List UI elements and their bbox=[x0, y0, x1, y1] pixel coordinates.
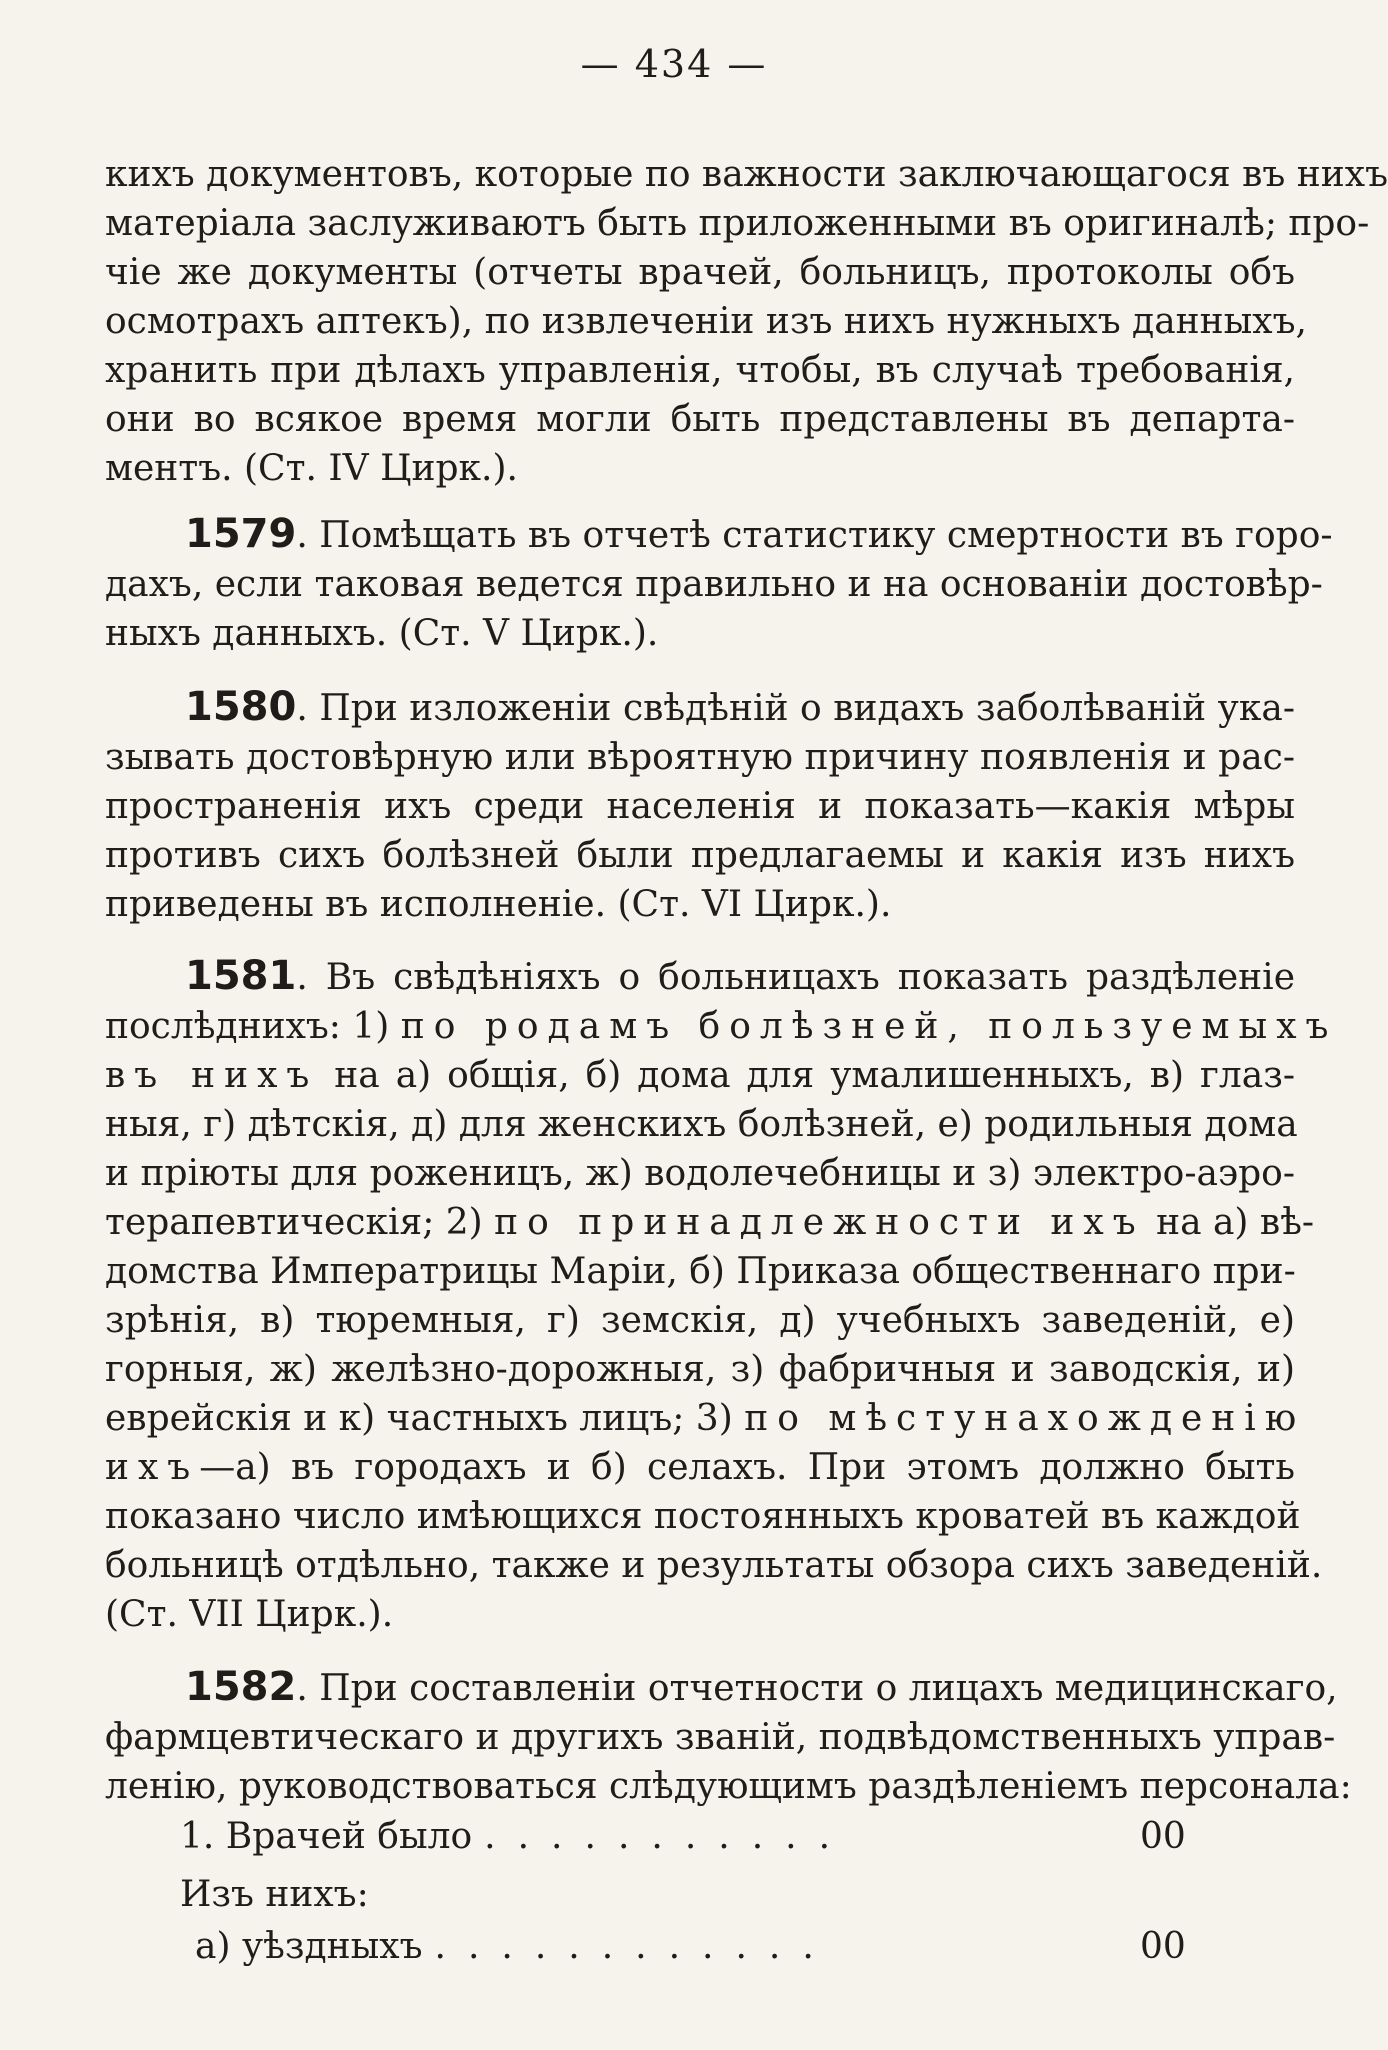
text-line: домства Императрицы Маріи, б) Приказа общественнаго при- bbox=[105, 1251, 1296, 1292]
article-text: . При составленіи отчетности о лицахъ медицинскаго, bbox=[296, 1668, 1338, 1709]
list-label: а) уѣздныхъ bbox=[195, 1926, 423, 1967]
dot-leader: ........... bbox=[484, 1816, 853, 1857]
list-label: 1. Врачей было bbox=[180, 1816, 473, 1857]
article-text: . Въ свѣдѣніяхъ о больницахъ показать раздѣленіе bbox=[296, 957, 1295, 998]
text-line: приведены въ исполненіе. (Ст. VI Цирк.). bbox=[105, 884, 892, 925]
text-line: кихъ документовъ, которые по важности заключающагося въ нихъ bbox=[105, 154, 1388, 195]
article-1581 bbox=[105, 952, 1338, 1639]
spaced-emphasis: ихъ bbox=[105, 1447, 200, 1488]
text-line: пространенія ихъ среди населенія и показать—какія мѣры bbox=[105, 786, 1295, 827]
page-number: — 434 — bbox=[580, 42, 768, 86]
intro-paragraph bbox=[105, 150, 1388, 493]
article-text: . Помѣщать въ отчетѣ статистику смертности въ горо- bbox=[296, 515, 1333, 556]
list-heading: Изъ нихъ: bbox=[180, 1874, 369, 1915]
spaced-emphasis: по мѣстунахожденію bbox=[744, 1398, 1306, 1439]
list-row bbox=[195, 1922, 1295, 1971]
text-line: ленію, руководствоваться слѣдующимъ раздѣленіемъ персонала: bbox=[105, 1766, 1352, 1807]
text-line: въ нихъ на а) общія, б) дома для умалишенныхъ, в) глаз- bbox=[105, 1055, 1296, 1096]
text-line: терапевтическія; 2) по принадлежности ихъ на а) вѣ- bbox=[105, 1202, 1315, 1243]
list-value: 00 bbox=[1140, 1926, 1186, 1967]
text-line: дахъ, если таковая ведется правильно и на основаніи достовѣр- bbox=[105, 564, 1323, 605]
article-number: 1582 bbox=[185, 1664, 297, 1710]
text-line: больницѣ отдѣльно, также и результаты обзора сихъ заведеній. bbox=[105, 1545, 1323, 1586]
list-row bbox=[180, 1812, 1280, 1861]
text-line: противъ сихъ болѣзней были предлагаемы и какія изъ нихъ bbox=[105, 835, 1295, 876]
article-text: . При изложеніи свѣдѣній о видахъ заболѣваній ука- bbox=[296, 688, 1295, 729]
text-line: ныхъ данныхъ. (Ст. V Цирк.). bbox=[105, 613, 659, 654]
spaced-emphasis: въ нихъ bbox=[105, 1055, 319, 1096]
text-line: еврейскія и к) частныхъ лицъ; 3) по мѣстунахожденію bbox=[105, 1398, 1306, 1439]
spaced-emphasis: по принадлежности ихъ bbox=[494, 1202, 1145, 1243]
text-line: хранить при дѣлахъ управленія, чтобы, въ случаѣ требованія, bbox=[105, 350, 1295, 391]
text-line: горныя, ж) желѣзно-дорожныя, з) фабричныя и заводскія, и) bbox=[105, 1349, 1295, 1390]
article-first-line bbox=[105, 1663, 1338, 1713]
article-number: 1579 bbox=[185, 511, 297, 557]
text-line: фармцевтическаго и другихъ званій, подвѣдомственныхъ управ- bbox=[105, 1717, 1336, 1758]
spaced-emphasis: по родамъ болѣзней, пользуемыхъ bbox=[400, 1006, 1338, 1047]
article-first-line bbox=[105, 683, 1295, 733]
text-line: показано число имѣющихся постоянныхъ кроватей въ каждой bbox=[105, 1496, 1301, 1537]
text-line: они во всякое время могли быть представлены въ департа- bbox=[105, 399, 1295, 440]
article-first-line bbox=[105, 510, 1333, 560]
article-1579 bbox=[105, 510, 1333, 658]
article-first-line bbox=[105, 952, 1295, 1002]
article-number: 1581 bbox=[185, 953, 297, 999]
text-line: и пріюты для роженицъ, ж) водолечебницы и з) электро-аэро- bbox=[105, 1153, 1295, 1194]
text-line: зрѣнія, в) тюремныя, г) земскія, д) учебныхъ заведеній, е) bbox=[105, 1300, 1295, 1341]
text-line: осмотрахъ аптекъ), по извлеченіи изъ нихъ нужныхъ данныхъ, bbox=[105, 301, 1307, 342]
article-1580 bbox=[105, 683, 1295, 929]
text-line: ихъ—а) въ городахъ и б) селахъ. При этомъ должно быть bbox=[105, 1447, 1295, 1488]
text-line: ментъ. (Ст. IV Цирк.). bbox=[105, 448, 518, 489]
list-value: 00 bbox=[1140, 1816, 1186, 1857]
text-line: матеріала заслуживаютъ быть приложенными въ оригиналѣ; про- bbox=[105, 203, 1370, 244]
text-line: чіе же документы (отчеты врачей, больницъ, протоколы объ bbox=[105, 252, 1295, 293]
dot-leader: ............ bbox=[434, 1926, 836, 1967]
text-line: (Ст. VII Цирк.). bbox=[105, 1594, 394, 1635]
article-1582 bbox=[105, 1663, 1352, 1811]
text-line: ныя, г) дѣтскія, д) для женскихъ болѣзней, е) родильныя дома bbox=[105, 1104, 1298, 1145]
article-number: 1580 bbox=[185, 684, 297, 730]
text-line: послѣднихъ: 1) по родамъ болѣзней, пользуемыхъ bbox=[105, 1006, 1338, 1047]
text-line: зывать достовѣрную или вѣроятную причину появленія и рас- bbox=[105, 737, 1295, 778]
